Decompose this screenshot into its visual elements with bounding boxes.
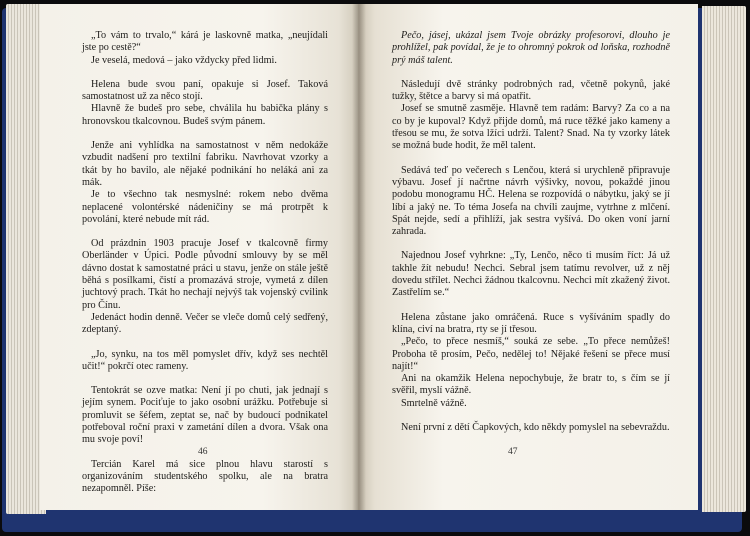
paragraph: Helena zůstane jako omráčená. Ruce s vyšíváním spadly do klína, civí na bratra, rty se jí třesou. (392, 311, 670, 335)
paragraph: Smrtelně vážně. (401, 397, 467, 409)
paragraph: Najednou Josef vyhrkne: „Ty, Lenčo, něco ti musím říct: Já už takhle žít nebudu! Nechci. Sebral jsem tatímu revolver, už z něj dovedu střílet. Nechci žádnou tkalcovnu. Nechci mít zkažený život. Zastřelím se.“ (392, 250, 670, 299)
paragraph: Helena bude svou paní, opakuje si Josef. Taková samostatnost už za něco stojí. (82, 78, 328, 103)
paragraph: Není první z dětí Čapkových, kdo někdy pomyslel na sebevraždu. (401, 422, 670, 434)
paragraph: „To vám to trvalo,“ kárá je laskovně matka, „neujídali jste po cestě?“ (82, 30, 328, 54)
letter-quote: Pečo, jásej, ukázal jsem Tvoje obrázky profesorovi, dlouho je prohlížel, pak povídal, že je to ohromný pokrok od loňska, rozhodně prý máš talent. (392, 30, 670, 66)
right-page (358, 4, 698, 510)
paragraph: Následují dvě stránky podrobných rad, včetně pokynů, jaké tužky, štětce a barvy si má opatřit. (392, 78, 670, 103)
paragraph: „Pečo, to přece nesmíš,“ souká ze sebe. „To přece nemůžeš! Proboha tě prosím, Pečo, nedělej to! Nějaké řešení se přece musí najít!“ (392, 336, 670, 372)
page-edges-right (702, 6, 746, 512)
paragraph: Od prázdnin 1903 pracuje Josef v tkalcovně firmy Oberländer v Úpici. Podle původní smlouvy by se měl dávno dostat k samostatné práci u stavu, jenže on stále ještě běhá s posílkami, čistí a promazává stroje, vymetá z dílen juchtový prach. Tkát ho nechají nejvýš tak vojenský cvilink pro Čínu. (82, 238, 328, 311)
page-number: 47 (508, 446, 518, 457)
paragraph: Ani na okamžik Helena nepochybuje, že bratr to, s čím se jí svěřil, myslí vážně. (392, 373, 670, 397)
paragraph: Tercián Karel má sice plnou hlavu starostí s organizováním studentského spolku, ale na bratra nezapomněl. Píše: (82, 458, 328, 495)
paragraph: Hlavně že budeš pro sebe, chválila hu babička plány s hronovskou tkalcovnou. Budeš svým pánem. (82, 103, 328, 127)
left-page (40, 4, 358, 510)
paragraph: Je veselá, medová – jako vždycky před lidmi. (91, 54, 277, 66)
paragraph: Jedenáct hodin denně. Večer se vleče domů celý sedřený, zdeptaný. (82, 311, 328, 336)
paragraph: Tentokrát se ozve matka: Není jí po chuti, jak jednají s jejím synem. Pociťuje to jako osobní urážku. Potřebuje si promluvit se šéfem, zeptat se, nač by budoucí podnikatel potřeboval roční praxi v zametání dílen a dvora. Však ona mu svoje poví! (82, 385, 328, 446)
page-number: 46 (198, 446, 208, 457)
paragraph: „Jo, synku, na tos měl pomyslet dřív, když ses nechtěl učit!“ pokrčí otec rameny. (82, 348, 328, 372)
book-gutter (352, 4, 366, 510)
paragraph: Sedává teď po večerech s Lenčou, která si urychleně připravuje výbavu. Josef jí načrtne návrh výšivky, novou, pokaždé jinou podobu monogramu HČ. Helena se rozpovídá o nábytku, jaký se jí líbí a jaký ne. To téma Josefa na chvíli zaujme, vytrhne z mlčení. Spát nejde, sedí a přihlíží, jak sestra vyšívá. Do oken voní jarní zahrada. (392, 164, 670, 238)
paragraph: Josef se smutně zasměje. Hlavně tem radám: Barvy? Za co a na co by je kupoval? Když přijde domů, má ruce těžké jako kameny a třesou se mu, že sotva lžíci udrží. Talent? Snad. Na ty vzorky látek se možná bude hodit, že měl talent. (392, 103, 670, 152)
paragraph: Je to všechno tak nesmyslné: rokem nebo dvěma neplacené volontérské nádeničiny se má protrpět k povolání, které nebude mít rád. (82, 189, 328, 225)
paragraph: Jenže ani vyhlídka na samostatnost v něm nedokáže vzbudit nadšení pro textilní fabriku. Navrhovat vzorky a tkát by ho bavilo, ale nějaké podnikání ho neláká ani za mák. (82, 140, 328, 188)
